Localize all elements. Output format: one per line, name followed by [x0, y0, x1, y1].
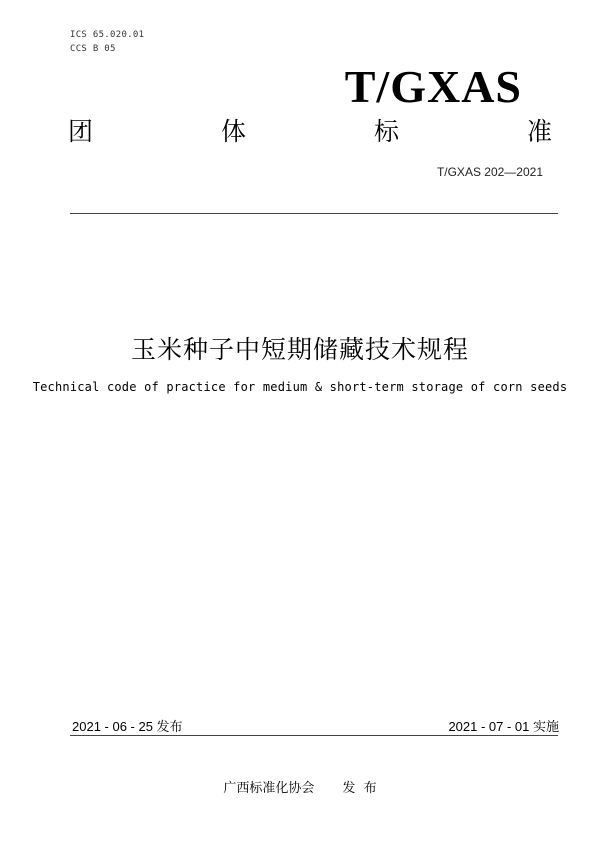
standard-logo: T/GXAS — [344, 61, 522, 112]
standard-type-heading — [68, 112, 552, 148]
standard-type-char: 团 — [68, 117, 94, 146]
document-title-chinese: 玉米种子中短期储藏技术规程 — [130, 335, 469, 364]
publisher-name: 广西标准化协会 — [223, 781, 315, 796]
ccs-code: CCS B 05 — [70, 44, 116, 54]
top-divider — [70, 213, 558, 214]
ics-code: ICS 65.020.01 — [70, 30, 145, 40]
standard-type-char: 准 — [526, 117, 552, 146]
publish-label: 发 布 — [342, 781, 377, 796]
issue-date: 2021 - 06 - 25 发布 — [72, 719, 183, 734]
implementation-date: 2021 - 07 - 01 实施 — [448, 719, 559, 734]
standard-type-char: 体 — [220, 117, 246, 146]
document-title-english: Technical code of practice for medium & short-term storage of corn seeds — [32, 380, 568, 394]
publisher-line — [0, 777, 600, 796]
bottom-divider — [70, 735, 558, 736]
standard-type-char: 标 — [373, 117, 399, 146]
standard-number: T/GXAS 202—2021 — [436, 165, 543, 179]
